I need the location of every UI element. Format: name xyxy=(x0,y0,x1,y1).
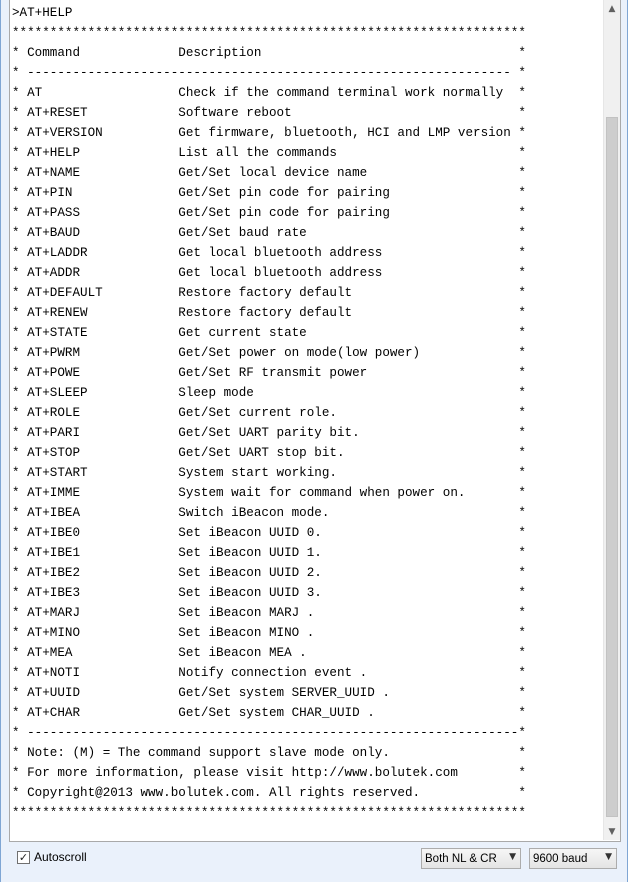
console-line: * AT+PWRM Get/Set power on mode(low power) * xyxy=(12,346,526,360)
console-line: * AT+START System start working. * xyxy=(12,466,526,480)
console-line: * AT Check if the command terminal work normally * xyxy=(12,86,526,100)
console-line: * AT+VERSION Get firmware, bluetooth, HCI and LMP version * xyxy=(12,126,526,140)
line-ending-select[interactable] xyxy=(421,848,521,869)
console-line: * AT+IBE3 Set iBeacon UUID 3. * xyxy=(12,586,526,600)
baud-rate-value: 9600 baud xyxy=(533,852,588,865)
console-line: * AT+POWE Get/Set RF transmit power * xyxy=(12,366,526,380)
scroll-up-icon[interactable]: ▲ xyxy=(608,3,616,14)
console-line: ******************************************************************** xyxy=(12,26,526,40)
console-line: * AT+NAME Get/Set local device name * xyxy=(12,166,526,180)
autoscroll-checkbox[interactable] xyxy=(17,851,30,864)
console-line: * AT+STATE Get current state * xyxy=(12,326,526,340)
scrollbar-thumb[interactable] xyxy=(606,117,618,817)
console-line: * AT+IBE1 Set iBeacon UUID 1. * xyxy=(12,546,526,560)
console-line: * AT+MEA Set iBeacon MEA . * xyxy=(12,646,526,660)
console-line: * AT+IMME System wait for command when power on. * xyxy=(12,486,526,500)
console-line: * AT+ROLE Get/Set current role. * xyxy=(12,406,526,420)
console-line: * AT+CHAR Get/Set system CHAR_UUID . * xyxy=(12,706,526,720)
console-line: * AT+SLEEP Sleep mode * xyxy=(12,386,526,400)
serial-output-text xyxy=(12,3,604,839)
console-line: * AT+IBE0 Set iBeacon UUID 0. * xyxy=(12,526,526,540)
console-line: * ---------------------------------------------------------------- * xyxy=(12,66,526,80)
chevron-down-icon: ▼ xyxy=(509,852,516,862)
scroll-down-icon[interactable]: ▼ xyxy=(608,826,616,837)
console-line: * AT+PARI Get/Set UART parity bit. * xyxy=(12,426,526,440)
vertical-scrollbar[interactable] xyxy=(603,0,620,840)
console-line: * AT+STOP Get/Set UART stop bit. * xyxy=(12,446,526,460)
serial-monitor-footer xyxy=(9,846,621,872)
console-line: * AT+PASS Get/Set pin code for pairing * xyxy=(12,206,526,220)
console-line: * AT+MARJ Set iBeacon MARJ . * xyxy=(12,606,526,620)
console-line: * AT+MINO Set iBeacon MINO . * xyxy=(12,626,526,640)
autoscroll-label: Autoscroll xyxy=(34,850,87,864)
console-line: * -----------------------------------------------------------------* xyxy=(12,726,526,740)
autoscroll-toggle[interactable] xyxy=(17,850,87,864)
console-line: * AT+IBEA Switch iBeacon mode. * xyxy=(12,506,526,520)
console-line: * Command Description * xyxy=(12,46,526,60)
console-line: * AT+DEFAULT Restore factory default * xyxy=(12,286,526,300)
baud-rate-select[interactable] xyxy=(529,848,617,869)
console-line: * Note: (M) = The command support slave mode only. * xyxy=(12,746,526,760)
line-ending-value: Both NL & CR xyxy=(425,852,497,865)
console-line: * AT+NOTI Notify connection event . * xyxy=(12,666,526,680)
serial-output-area[interactable] xyxy=(9,0,621,842)
console-line: * AT+HELP List all the commands * xyxy=(12,146,526,160)
console-line: * AT+RESET Software reboot * xyxy=(12,106,526,120)
console-line: ******************************************************************** xyxy=(12,806,526,820)
console-line: * AT+ADDR Get local bluetooth address * xyxy=(12,266,526,280)
console-line: * AT+UUID Get/Set system SERVER_UUID . * xyxy=(12,686,526,700)
chevron-down-icon: ▼ xyxy=(605,852,612,862)
console-line: * For more information, please visit http://www.bolutek.com * xyxy=(12,766,526,780)
console-line: * Copyright@2013 www.bolutek.com. All rights reserved. * xyxy=(12,786,526,800)
check-icon: ✓ xyxy=(18,850,29,864)
console-line: * AT+IBE2 Set iBeacon UUID 2. * xyxy=(12,566,526,580)
console-line: * AT+RENEW Restore factory default * xyxy=(12,306,526,320)
console-line: * AT+BAUD Get/Set baud rate * xyxy=(12,226,526,240)
console-line: * AT+LADDR Get local bluetooth address * xyxy=(12,246,526,260)
console-line: >AT+HELP xyxy=(12,6,73,20)
console-line: * AT+PIN Get/Set pin code for pairing * xyxy=(12,186,526,200)
